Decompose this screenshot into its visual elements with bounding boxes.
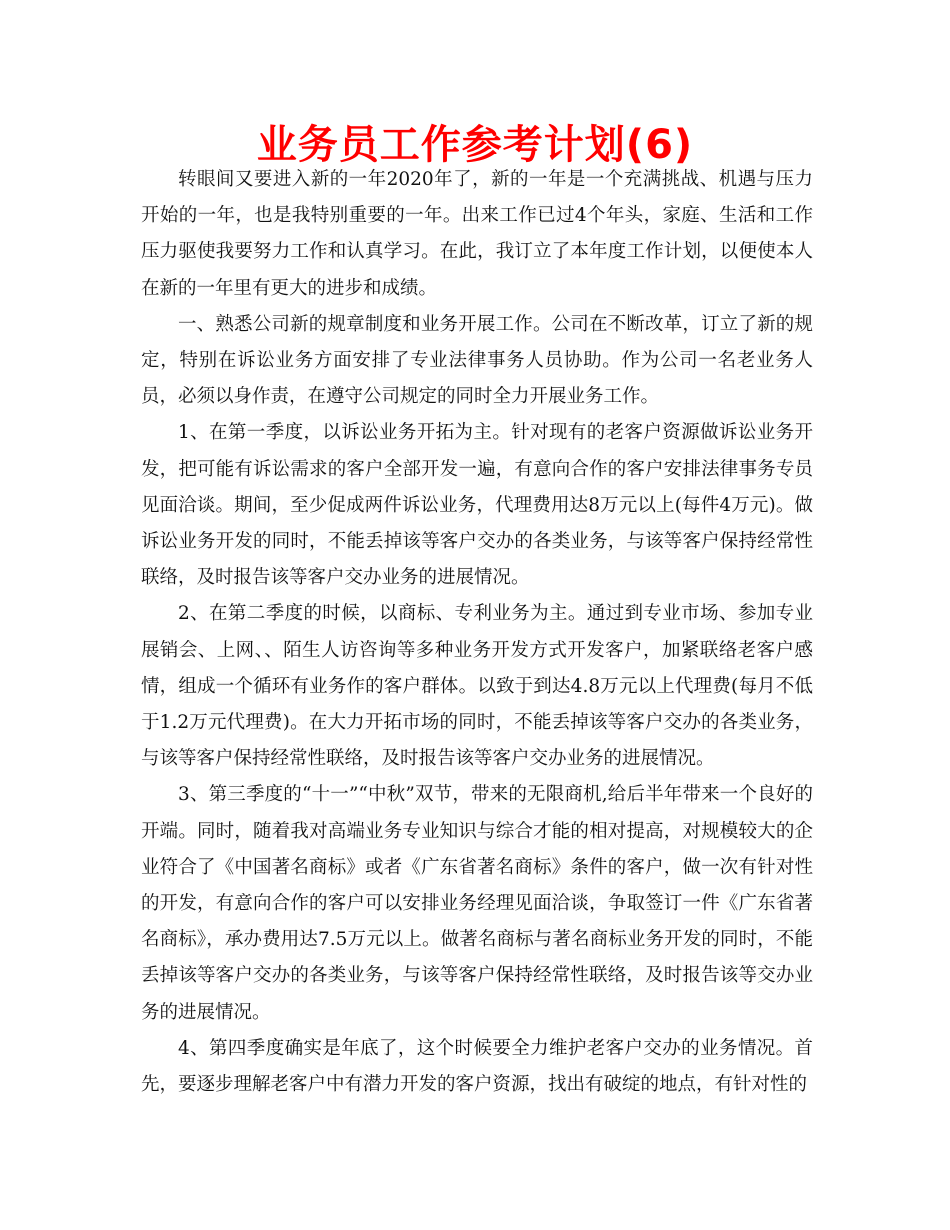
paragraph-intro: 转眼间又要进入新的一年2020年了，新的一年是一个充满挑战、机遇与压力开始的一年，也是我特别重要的一年。出来工作已过4个年头，家庭、生活和工作压力驱使我要努力工作和认真学习。在此，我订立了本年度工作计划，以便使本人在新的一年里有更大的进步和成绩。: [141, 169, 813, 299]
document-title: 业务员工作参考计划(6): [256, 122, 694, 168]
paragraph-q3: 3、第三季度的“十一”“中秋”双节，带来的无限商机,给后半年带来一个良好的开端。同时，随着我对高端业务专业知识与综合才能的相对提高，对规模较大的企业符合了《中国著名商标》或者《广东省著名商标》条件的客户，做一次有针对性的开发，有意向合作的客户可以安排业务经理见面洽谈，争取签订一件《广东省著名商标》，承办费用达7.5万元以上。做著名商标与著名商标业务开发的同时，不能丢掉该等客户交办的各类业务，与该等客户保持经常性联络，及时报告该等交办业务的进展情况。: [141, 784, 813, 1023]
paragraph-q4: 4、第四季度确实是年底了，这个时候要全力维护老客户交办的业务情况。首先，要逐步理解老客户中有潜力开发的客户资源，找出有破绽的地点，有针对性的: [141, 1037, 813, 1096]
paragraph-q1: 1、在第一季度，以诉讼业务开拓为主。针对现有的老客户资源做诉讼业务开发，把可能有诉讼需求的客户全部开发一遍，有意向合作的客户安排法律事务专员见面洽谈。期间，至少促成两件诉讼业务，代理费用达8万元以上(每件4万元)。做诉讼业务开发的同时，不能丢掉该等客户交办的各类业务，与该等客户保持经常性联络，及时报告该等客户交办业务的进展情况。: [141, 422, 813, 589]
paragraph-q2: 2、在第二季度的时候，以商标、专利业务为主。通过到专业市场、参加专业展销会、上网、、陌生人访咨询等多种业务开发方式开发客户，加紧联络老客户感情，组成一个循环有业务作的客户群体。以致于到达4.8万元以上代理费(每月不低于1.2万元代理费)。在大力开拓市场的同时，不能丢掉该等客户交办的各类业务，与该等客户保持经常性联络，及时报告该等客户交办业务的进展情况。: [141, 603, 813, 770]
paragraph-section-one: 一、熟悉公司新的规章制度和业务开展工作。公司在不断改革，订立了新的规定，特别在诉讼业务方面安排了专业法律事务人员协助。作为公司一名老业务人员，必须以身作责，在遵守公司规定的同时全力开展业务工作。: [141, 313, 813, 408]
document-body: [141, 162, 813, 1103]
